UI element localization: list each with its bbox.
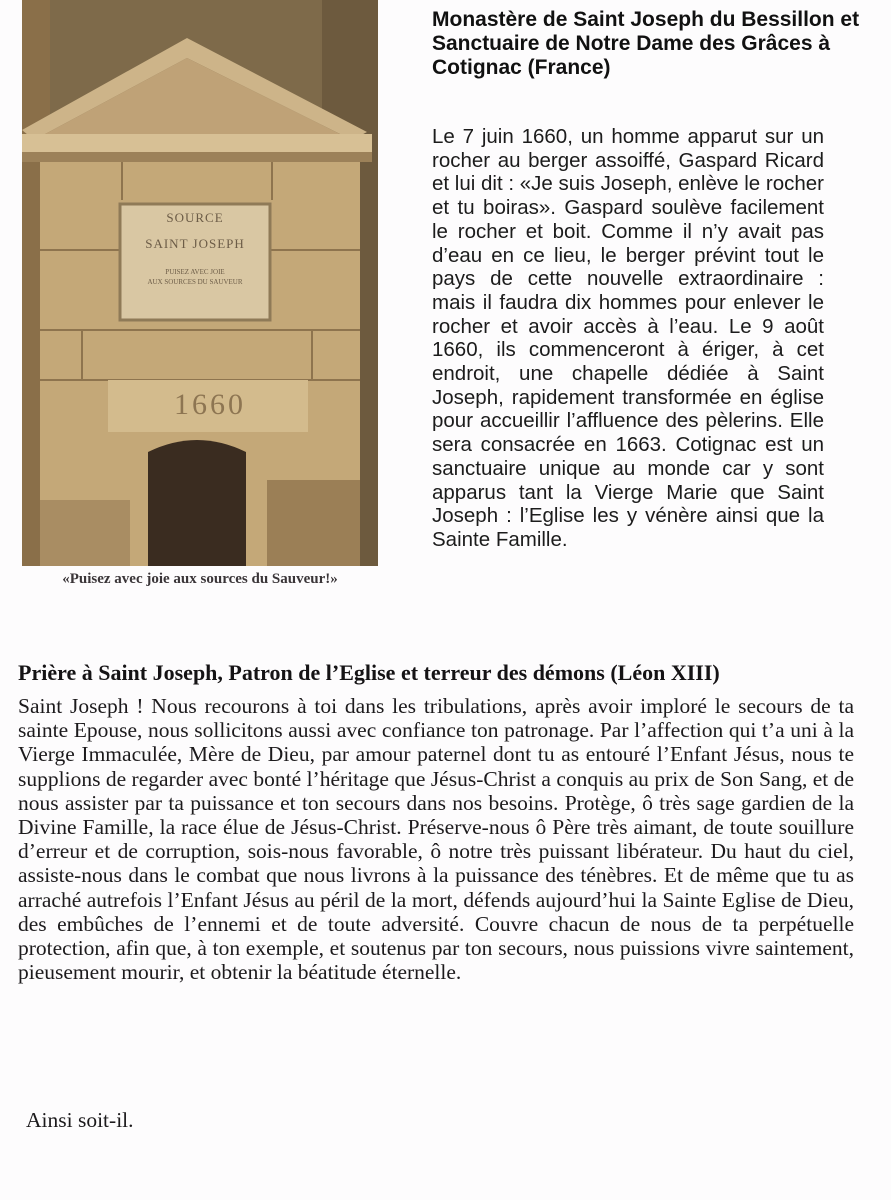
- plaque-line-3: PUISEZ AVEC JOIE: [165, 268, 225, 276]
- article-title: Monastère de Saint Joseph du Bessillon et Sanctuaire de Notre Dame des Grâces à Cotignac (France): [432, 8, 860, 79]
- fountain-photo: [22, 0, 378, 566]
- plaque-line-1: SOURCE: [166, 210, 224, 225]
- plaque-line-2: SAINT JOSEPH: [145, 236, 245, 251]
- plaque-text: [120, 210, 270, 286]
- article-body: Le 7 juin 1660, un homme apparut sur un rocher au berger assoiffé, Gaspard Ricard et lui dit : «Je suis Joseph, enlève le rocher et tu boiras». Gaspard soulève facilement le rocher et boit. Comme il n’y avait pas d’eau en ce lieu, le berger prévint tout le pays de cette nouvelle extraordinaire : mais il faudra dix hommes pour enlever le rocher et avoir accès à l’eau. Le 9 août 1660, ils commenceront à ériger, à cet endroit, une chapelle dédiée à Saint Joseph, rapidement transformée en église pour accueillir l’affluence des pèlerins. Elle sera consacrée en 1663. Cotignac est un sanctuaire unique au monde car y sont apparus tant la Vierge Marie que Saint Joseph : l’Eglise les y vénère ainsi que la Sainte Famille.: [432, 125, 824, 551]
- carved-year: 1660: [174, 388, 246, 421]
- photo-caption: «Puisez avec joie aux sources du Sauveur!»: [62, 571, 338, 587]
- prayer-title: Prière à Saint Joseph, Patron de l’Eglise et terreur des démons (Léon XIII): [18, 660, 720, 685]
- prayer-closing: Ainsi soit-il.: [26, 1108, 134, 1132]
- prayer-body: Saint Joseph ! Nous recourons à toi dans les tribulations, après avoir imploré le secours de ta sainte Epouse, nous sollicitons aussi avec confiance ton patronage. Par l’affection qui t’a uni à la Vierge Immaculée, Mère de Dieu, par amour paternel dont tu as entouré l’Enfant Jésus, nous te supplions de regarder avec bonté l’héritage que Jésus-Christ a conquis au prix de Son Sang, et de nous assister par ta puissance et ton secours dans nos besoins. Protège, ô très sage gardien de la Divine Famille, la race élue de Jésus-Christ. Préserve-nous ô Père très aimant, de toute souillure d’erreur et de corruption, sois-nous favorable, ô notre très puissant libérateur. Du haut du ciel, assiste-nous dans le combat que nous livrons à la puissance des ténèbres. Et de même que tu as arraché autrefois l’Enfant Jésus au péril de la mort, défends aujourd’hui la Sainte Eglise de Dieu, des embûches de l’ennemi et de toute adversité. Couvre chacun de nous de ta perpétuelle protection, afin que, à ton exemple, et soutenus par ton secours, nous puissions vivre saintement, pieusement mourir, et obtenir la béatitude éternelle.: [18, 694, 854, 985]
- plaque-line-4: AUX SOURCES DU SAUVEUR: [147, 278, 243, 286]
